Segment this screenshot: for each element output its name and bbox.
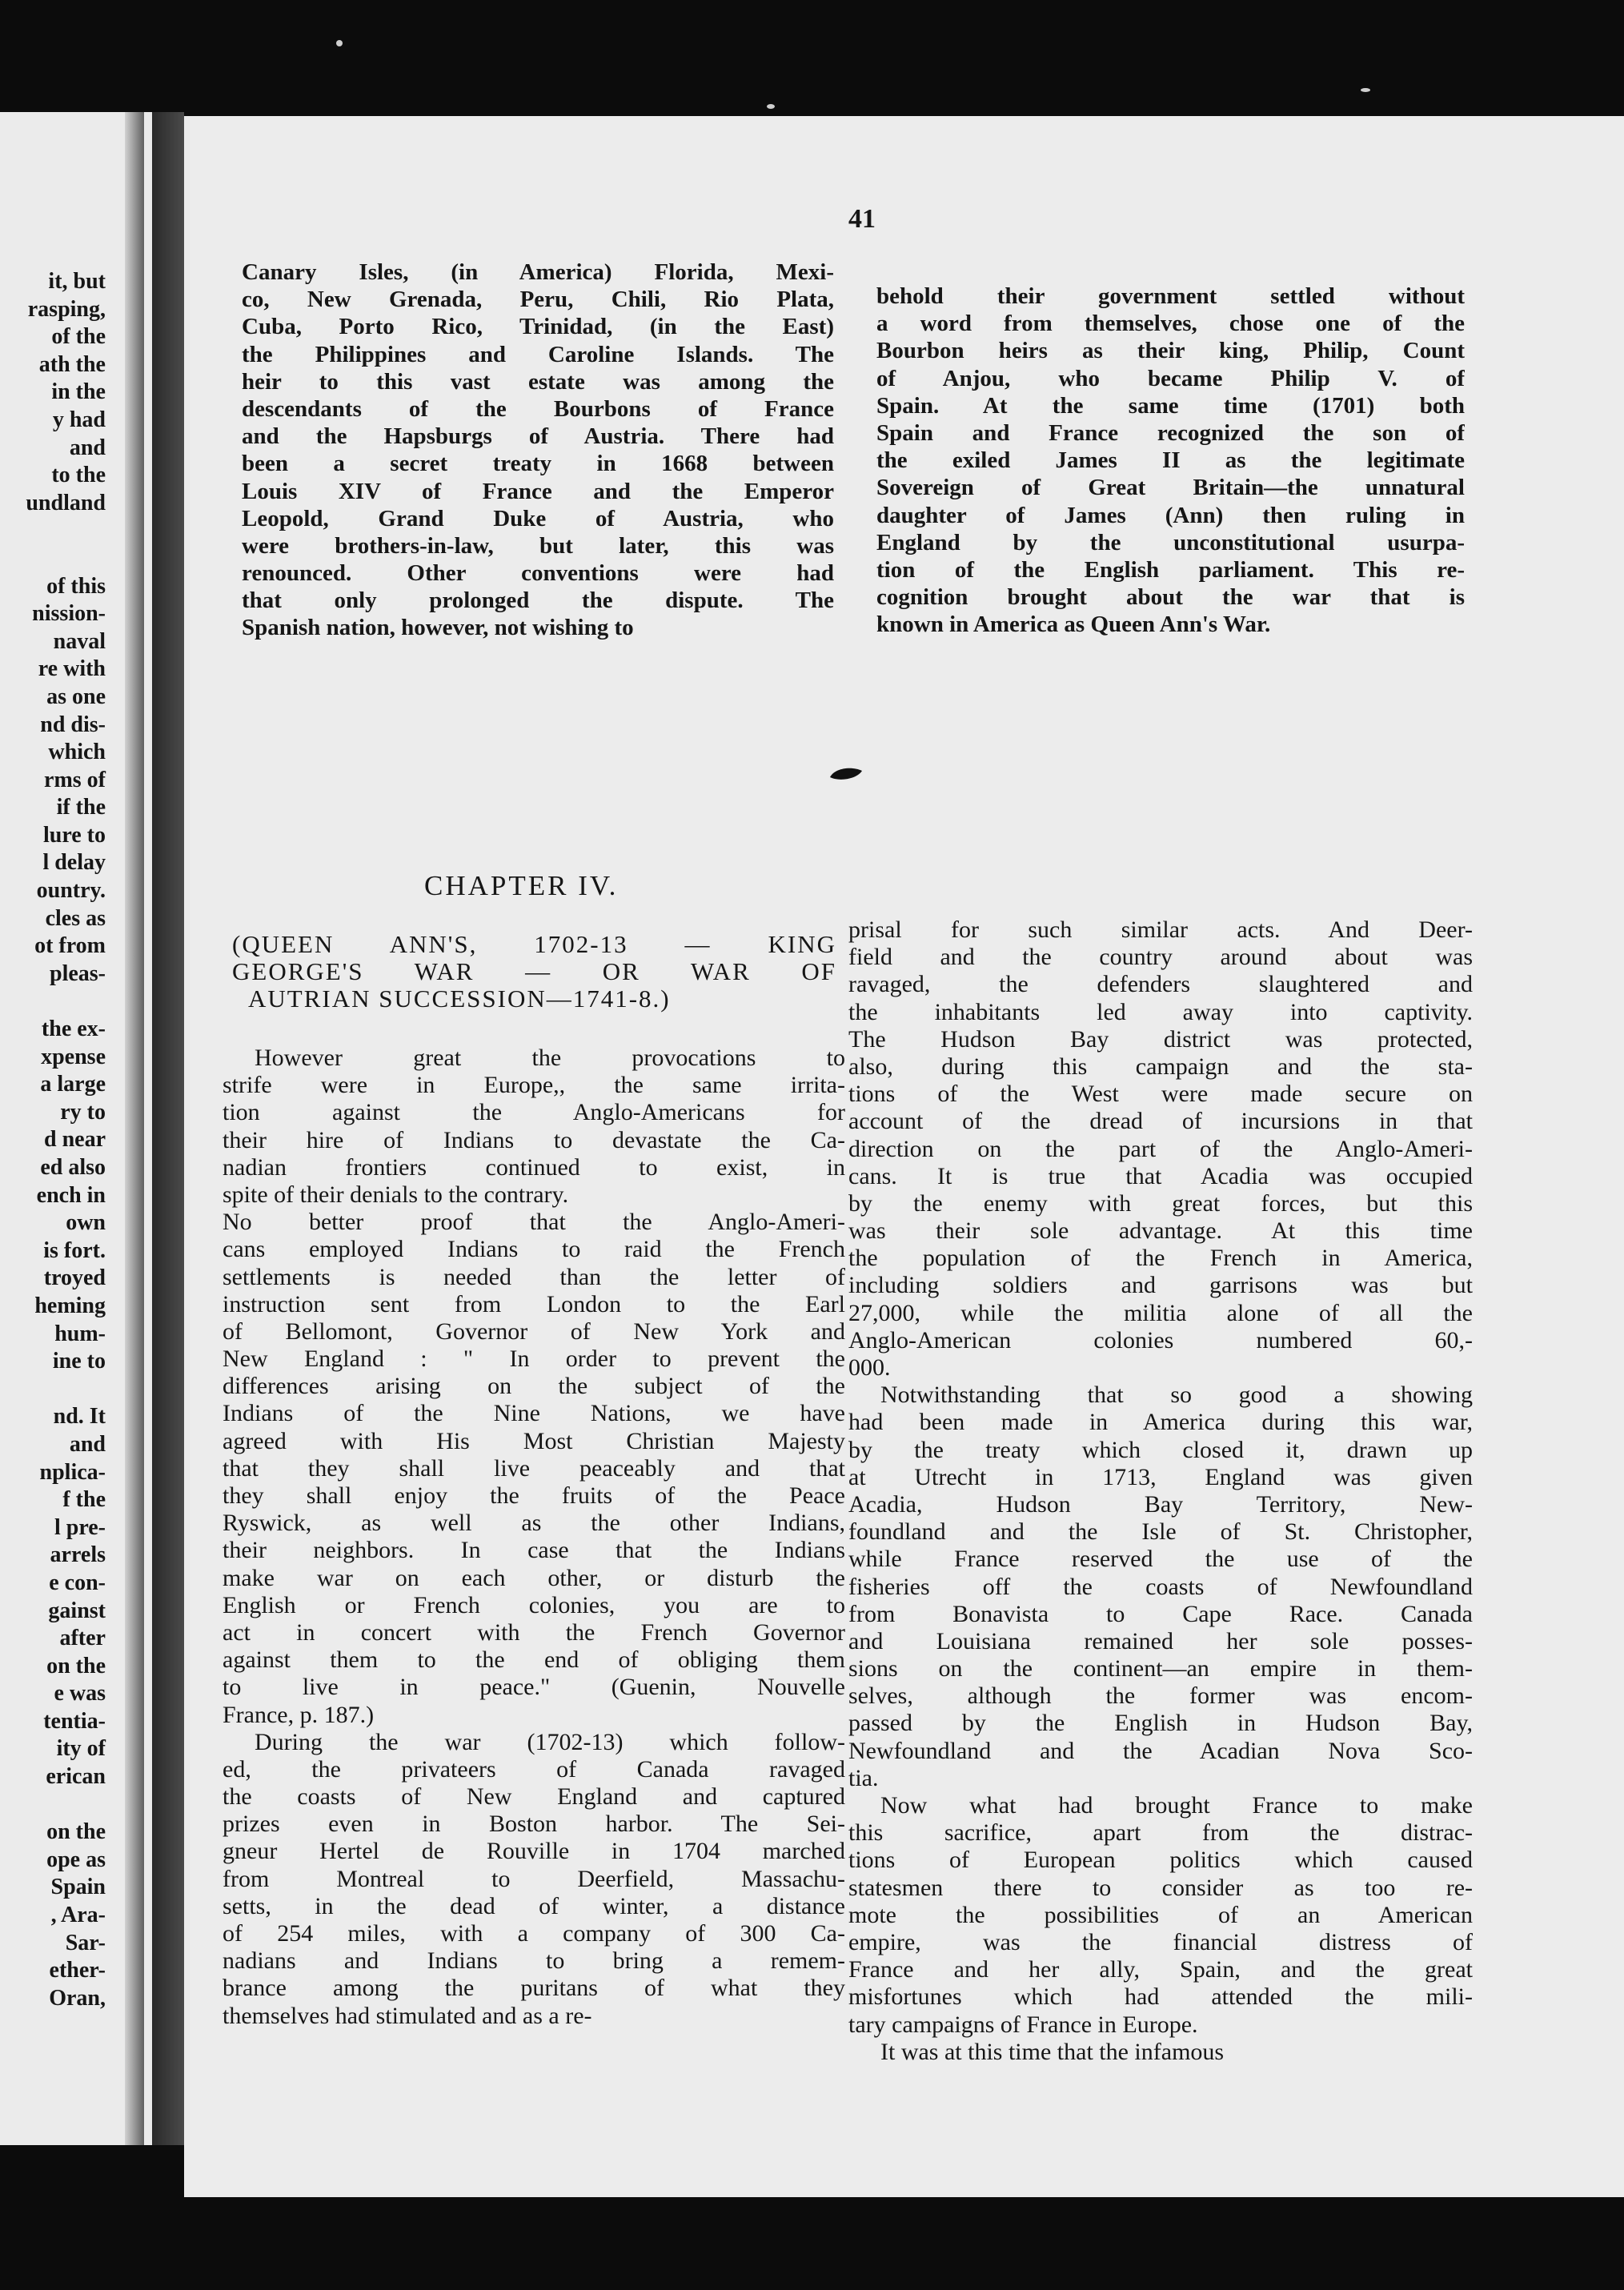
text-line: New England : " In order to prevent the xyxy=(223,1346,845,1373)
text-line: tia. xyxy=(848,1764,879,1791)
fragment-line: gainst xyxy=(48,1598,106,1623)
text-line: of 254 miles, with a company of 300 Ca- xyxy=(223,1920,845,1947)
text-line: this sacrifice, apart from the distrac- xyxy=(848,1819,1473,1847)
text-line: 27,000, while the militia alone of all the xyxy=(848,1299,1473,1326)
text-line: Bourbon heirs as their king, Philip, Count xyxy=(876,338,1465,364)
text-line: of Anjou, who became Philip V. of xyxy=(876,365,1465,391)
bottom-left-column xyxy=(223,1045,845,2030)
fragment-line: l pre- xyxy=(54,1514,106,1540)
chapter-subtitle xyxy=(232,931,836,1013)
text-line: cans employed Indians to raid the French xyxy=(223,1236,845,1263)
fragment-line: ountry. xyxy=(36,878,106,904)
text-line: settlements is needed than the letter of xyxy=(223,1263,845,1290)
text-line: Newfoundland and the Acadian Nova Sco- xyxy=(848,1737,1473,1764)
fragment-line: heming xyxy=(34,1293,106,1318)
text-line: prizes even in Boston harbor. The Sei- xyxy=(223,1811,845,1838)
text-line: empire, was the financial distress of xyxy=(848,1928,1473,1955)
fragment-line: f the xyxy=(62,1487,106,1513)
text-line: brance among the puritans of what they xyxy=(223,1975,845,2002)
fragment-line xyxy=(0,1791,106,1819)
text-line: It was at this time that the infamous xyxy=(880,2038,1225,2065)
text-line: nadians and Indians to bring a remem- xyxy=(223,1947,845,1975)
text-line: Anglo-American colonies numbered 60,- xyxy=(848,1326,1473,1354)
text-line: heir to this vast estate was among the xyxy=(242,368,834,395)
text-line: direction on the part of the Anglo-Ameri- xyxy=(848,1135,1473,1162)
text-line: cognition brought about the war that is xyxy=(876,584,1465,611)
text-line: the coasts of New England and captured xyxy=(223,1783,845,1811)
text-line: strife were in Europe,, the same irrita- xyxy=(223,1072,845,1099)
text-line: had been made in America during this war, xyxy=(848,1409,1473,1436)
fragment-line xyxy=(0,1376,106,1404)
fragment-line: it, but xyxy=(48,269,106,294)
text-line: while France reserved the use of the xyxy=(848,1546,1473,1573)
text-line: were brothers-in-law, but later, this was xyxy=(242,532,834,559)
page-number: 41 xyxy=(848,204,876,234)
fragment-line: e con- xyxy=(49,1570,106,1595)
fragment-line: rms of xyxy=(44,767,106,792)
text-line: co, New Grenada, Peru, Chili, Rio Plata, xyxy=(242,287,834,313)
left-page-fragment xyxy=(0,112,152,2145)
text-line: setts, in the dead of winter, a distance xyxy=(223,1892,845,1919)
fragment-line: ath the xyxy=(38,351,106,377)
fragment-line xyxy=(0,517,106,545)
text-line: Indians of the Nine Nations, we have xyxy=(223,1400,845,1427)
subtitle-line: AUTRIAN SUCCESSION—1741-8.) xyxy=(248,985,671,1013)
text-line: Spain and France recognized the son of xyxy=(876,419,1465,446)
text-line: at Utrecht in 1713, England was given xyxy=(848,1463,1473,1490)
subtitle-line: (QUEEN ANN'S, 1702-13 — KING xyxy=(232,930,836,958)
scan-speck xyxy=(336,40,343,46)
fragment-line: to the xyxy=(51,463,106,488)
text-line: instruction sent from London to the Earl xyxy=(223,1290,845,1317)
text-line: and the Hapsburgs of Austria. There had xyxy=(242,423,834,450)
fragment-line: troyed xyxy=(43,1265,106,1291)
text-line: the population of the French in America, xyxy=(848,1245,1473,1272)
fragment-line: nission- xyxy=(32,601,106,627)
text-line: Leopold, Grand Duke of Austria, who xyxy=(242,505,834,531)
text-line: behold their government settled without xyxy=(876,283,1465,309)
text-line: daughter of James (Ann) then ruling in xyxy=(876,502,1465,528)
fragment-line: which xyxy=(48,740,106,765)
fragment-line: ity of xyxy=(56,1736,106,1762)
fragment-line xyxy=(0,988,106,1016)
fragment-line xyxy=(0,545,106,573)
text-line: nadian frontiers continued to exist, in xyxy=(223,1153,845,1181)
text-line: statesmen there to consider as too re- xyxy=(848,1874,1473,1901)
book-page xyxy=(184,116,1624,2197)
text-line: Notwithstanding that so good a showing xyxy=(880,1382,1473,1409)
text-line: account of the dread of incursions in that xyxy=(848,1108,1473,1135)
text-line: Canary Isles, (in America) Florida, Mexi- xyxy=(242,259,834,285)
scan-speck xyxy=(767,104,775,109)
fragment-line: and xyxy=(69,1431,106,1457)
text-line: tion against the Anglo-Americans for xyxy=(223,1099,845,1126)
fragment-line: the ex- xyxy=(41,1017,106,1042)
text-line: England by the unconstitutional usurpa- xyxy=(876,529,1465,555)
text-line: English or French colonies, you are to xyxy=(223,1591,845,1618)
text-line: by the enemy with great forces, but this xyxy=(848,1189,1473,1217)
text-line: No better proof that the Anglo-Ameri- xyxy=(223,1209,845,1236)
fragment-line: Spain xyxy=(50,1875,106,1900)
text-line: sions on the continent—an empire in them- xyxy=(848,1655,1473,1682)
text-line: the inhabitants led away into captivity. xyxy=(848,998,1473,1025)
text-line: tary campaigns of France in Europe. xyxy=(848,2011,1198,2038)
text-line: and Louisiana remained her sole posses- xyxy=(848,1627,1473,1654)
text-line: their neighbors. In case that the Indians xyxy=(223,1537,845,1564)
scan-speck xyxy=(1361,88,1370,92)
fragment-line: and xyxy=(69,435,106,460)
fragment-line: re with xyxy=(38,656,106,682)
book-gutter xyxy=(152,112,184,2145)
text-line: against them to the end of obliging them xyxy=(223,1646,845,1674)
fragment-line: l delay xyxy=(42,850,106,876)
text-line: from Montreal to Deerfield, Massachu- xyxy=(223,1865,845,1892)
fragment-line: xpense xyxy=(41,1044,106,1069)
text-line: Ryswick, as well as the other Indians, xyxy=(223,1510,845,1537)
text-line: Sovereign of Great Britain—the unnatural xyxy=(876,475,1465,501)
fragment-line: is fort. xyxy=(43,1237,106,1263)
text-line: tion of the English parliament. This re- xyxy=(876,556,1465,583)
fragment-line: a large xyxy=(40,1072,106,1097)
fragment-line: lure to xyxy=(42,822,106,848)
subtitle-line: GEORGE'S WAR — OR WAR OF xyxy=(232,957,836,985)
fragment-line: ether- xyxy=(49,1958,106,1983)
text-line: the exiled James II as the legitimate xyxy=(876,447,1465,474)
text-line: mote the possibilities of an American xyxy=(848,1901,1473,1928)
text-line: Now what had brought France to make xyxy=(880,1792,1473,1819)
text-line: selves, although the former was encom- xyxy=(848,1682,1473,1710)
fragment-line: ry to xyxy=(60,1099,106,1125)
fragment-line: ed also xyxy=(40,1155,106,1180)
text-line: agreed with His Most Christian Majesty xyxy=(223,1427,845,1454)
text-line: renounced. Other conventions were had xyxy=(242,560,834,587)
fragment-line: hum- xyxy=(54,1321,106,1346)
text-line: been a secret treaty in 1668 between xyxy=(242,451,834,477)
fragment-line: , Ara- xyxy=(50,1903,106,1928)
fragment-line: Sar- xyxy=(65,1930,106,1955)
text-line: differences arising on the subject of the xyxy=(223,1373,845,1400)
text-line: descendants of the Bourbons of France xyxy=(242,395,834,422)
text-line: spite of their denials to the contrary. xyxy=(223,1181,569,1208)
fragment-line: on the xyxy=(46,1653,106,1678)
text-line: that they shall live peaceably and that xyxy=(223,1454,845,1482)
text-line: 000. xyxy=(848,1354,891,1381)
text-line: also, during this campaign and the sta- xyxy=(848,1053,1473,1080)
text-line: a word from themselves, chose one of the xyxy=(876,311,1465,337)
text-line: Spain. At the same time (1701) both xyxy=(876,392,1465,419)
text-line: fisheries off the coasts of Newfoundland xyxy=(848,1573,1473,1600)
page-curl-shadow xyxy=(125,112,144,2145)
text-line: gneur Hertel de Rouville in 1704 marched xyxy=(223,1838,845,1865)
text-line: make war on each other, or disturb the xyxy=(223,1564,845,1591)
text-line: that only prolonged the dispute. The xyxy=(242,588,834,614)
fragment-line: pleas- xyxy=(50,961,106,986)
ornament-icon xyxy=(828,766,864,782)
text-line: was their sole advantage. At this time xyxy=(848,1217,1473,1245)
text-line: France and her ally, Spain, and the great xyxy=(848,1956,1473,1983)
bottom-right-column xyxy=(848,916,1473,2066)
fragment-line: of the xyxy=(51,324,106,350)
top-right-column xyxy=(876,283,1465,638)
text-line: field and the country around about was xyxy=(848,944,1473,971)
text-line: passed by the English in Hudson Bay, xyxy=(848,1710,1473,1737)
text-line: foundland and the Isle of St. Christopher, xyxy=(848,1518,1473,1546)
text-line: However great the provocations to xyxy=(255,1045,845,1071)
text-line: cans. It is true that Acadia was occupied xyxy=(848,1162,1473,1189)
text-line: tions of the West were made secure on xyxy=(848,1081,1473,1108)
fragment-line: after xyxy=(59,1626,106,1651)
text-line: ravaged, the defenders slaughtered and xyxy=(848,971,1473,998)
text-line: The Hudson Bay district was protected, xyxy=(848,1025,1473,1053)
fragment-line: y had xyxy=(52,407,106,432)
text-line: Cuba, Porto Rico, Trinidad, (in the East) xyxy=(242,314,834,340)
fragment-line: ine to xyxy=(52,1349,106,1374)
fragment-line: undland xyxy=(26,490,106,515)
fragment-line: ench in xyxy=(36,1182,106,1208)
fragment-line: nplica- xyxy=(39,1459,106,1485)
fragment-line: erican xyxy=(46,1764,106,1790)
text-line: During the war (1702-13) which follow- xyxy=(255,1728,845,1755)
text-line: the Philippines and Caroline Islands. The xyxy=(242,341,834,367)
text-line: Acadia, Hudson Bay Territory, New- xyxy=(848,1490,1473,1518)
left-page-text-column xyxy=(0,268,106,2012)
text-line: misfortunes which had attended the mili- xyxy=(848,1983,1473,2011)
text-line: France, p. 187.) xyxy=(223,1701,375,1728)
text-line: of Bellomont, Governor of New York and xyxy=(223,1317,845,1345)
fragment-line: arrels xyxy=(50,1542,106,1568)
fragment-line: on the xyxy=(46,1819,106,1845)
text-line: act in concert with the French Governor xyxy=(223,1618,845,1646)
fragment-line: tentia- xyxy=(43,1708,106,1734)
fragment-line: rasping, xyxy=(27,296,106,322)
fragment-line: nd dis- xyxy=(40,712,106,737)
text-line: from Bonavista to Cape Race. Canada xyxy=(848,1600,1473,1627)
text-line: ed, the privateers of Canada ravaged xyxy=(223,1755,845,1783)
text-line: prisal for such similar acts. And Deer- xyxy=(848,916,1473,943)
text-line: they shall enjoy the fruits of the Peace xyxy=(223,1482,845,1509)
text-line: known in America as Queen Ann's War. xyxy=(876,612,1271,638)
text-line: including soldiers and garrisons was but xyxy=(848,1272,1473,1299)
fragment-line: ot from xyxy=(34,933,106,959)
fragment-line: if the xyxy=(56,795,106,820)
fragment-line: e was xyxy=(54,1681,106,1706)
fragment-line: of this xyxy=(46,573,106,599)
fragment-line: in the xyxy=(51,379,106,405)
fragment-line: own xyxy=(66,1210,106,1236)
text-line: themselves had stimulated and as a re- xyxy=(223,2002,592,2029)
fragment-line: nd. It xyxy=(53,1404,106,1430)
text-line: their hire of Indians to devastate the Ca- xyxy=(223,1126,845,1153)
text-line: to live in peace." (Guenin, Nouvelle xyxy=(223,1674,845,1701)
text-line: Spanish nation, however, not wishing to xyxy=(242,615,634,641)
text-line: tions of European politics which caused xyxy=(848,1847,1473,1874)
fragment-line: naval xyxy=(53,628,106,654)
fragment-line: ope as xyxy=(46,1847,106,1872)
fragment-line: cles as xyxy=(45,905,106,931)
fragment-line: Oran, xyxy=(49,1985,106,2011)
fragment-line: d near xyxy=(44,1127,106,1153)
top-left-column xyxy=(242,259,834,642)
text-line: by the treaty which closed it, drawn up xyxy=(848,1436,1473,1463)
fragment-line: as one xyxy=(46,684,106,709)
chapter-title: CHAPTER IV. xyxy=(424,870,619,901)
text-line: Louis XIV of France and the Emperor xyxy=(242,478,834,504)
